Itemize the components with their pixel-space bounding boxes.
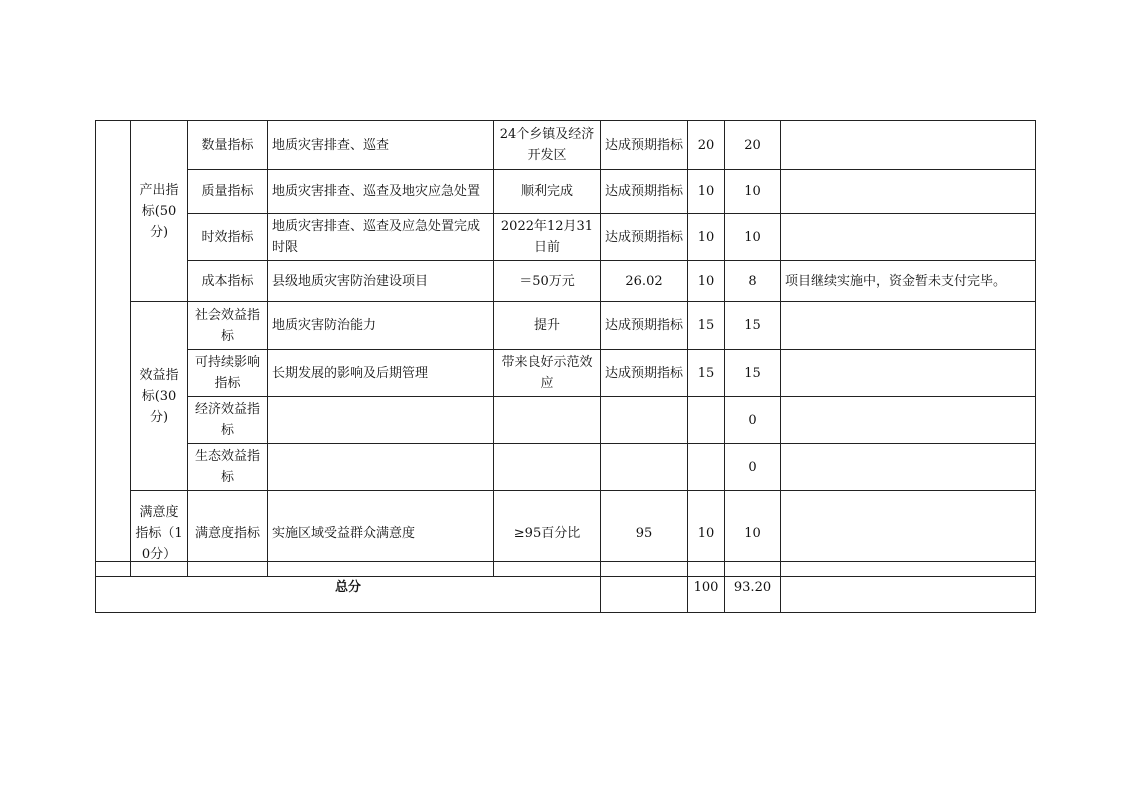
table-row [96, 444, 1036, 491]
note [781, 121, 1036, 170]
note [781, 397, 1036, 444]
total-note [781, 562, 1036, 613]
full-score [688, 397, 725, 444]
sub-indicator: 满意度指标 [188, 491, 268, 577]
group-output-label: 产出指标(50分) [131, 121, 188, 302]
score: 10 [725, 170, 781, 214]
sub-indicator: 可持续影响指标 [188, 350, 268, 397]
actual-value [601, 397, 688, 444]
sub-indicator: 时效指标 [188, 214, 268, 261]
score: 10 [725, 214, 781, 261]
total-full-score: 100 [688, 562, 725, 613]
target-value: 2022年12月31日前 [494, 214, 601, 261]
indicator-content: 实施区域受益群众满意度 [268, 491, 494, 577]
indicator-content: 地质灾害排查、巡查及地灾应急处置 [268, 170, 494, 214]
full-score: 15 [688, 302, 725, 350]
actual-value: 达成预期指标 [601, 214, 688, 261]
note [781, 444, 1036, 491]
indicator-content: 地质灾害排查、巡查 [268, 121, 494, 170]
indicator-content [268, 397, 494, 444]
actual-value: 达成预期指标 [601, 302, 688, 350]
score: 0 [725, 444, 781, 491]
actual-value: 达成预期指标 [601, 121, 688, 170]
score: 0 [725, 397, 781, 444]
note [781, 350, 1036, 397]
total-actual [601, 562, 688, 613]
actual-value: 达成预期指标 [601, 350, 688, 397]
full-score: 10 [688, 170, 725, 214]
actual-value [601, 444, 688, 491]
total-table [95, 561, 1036, 613]
note [781, 170, 1036, 214]
sub-indicator: 成本指标 [188, 261, 268, 302]
full-score: 10 [688, 214, 725, 261]
group-satisfaction-label: 满意度指标（10分） [131, 491, 188, 577]
note: 项目继续实施中，资金暂未支付完毕。 [781, 261, 1036, 302]
note [781, 302, 1036, 350]
indicator-content: 地质灾害防治能力 [268, 302, 494, 350]
sub-indicator: 经济效益指标 [188, 397, 268, 444]
target-value [494, 397, 601, 444]
performance-table [95, 120, 1036, 577]
score: 15 [725, 350, 781, 397]
target-value: ≥95百分比 [494, 491, 601, 577]
group-benefit-label: 效益指标(30分) [131, 302, 188, 491]
indicator-content: 地质灾害排查、巡查及应急处置完成时限 [268, 214, 494, 261]
target-value: 提升 [494, 302, 601, 350]
table-row [96, 214, 1036, 261]
full-score [688, 444, 725, 491]
target-value [494, 444, 601, 491]
total-row [96, 562, 1036, 613]
target-value: 24个乡镇及经济开发区 [494, 121, 601, 170]
sub-indicator: 社会效益指标 [188, 302, 268, 350]
blank-first-column [96, 121, 131, 577]
table-row [96, 350, 1036, 397]
indicator-content: 县级地质灾害防治建设项目 [268, 261, 494, 302]
sub-indicator: 数量指标 [188, 121, 268, 170]
full-score: 15 [688, 350, 725, 397]
actual-value: 26.02 [601, 261, 688, 302]
indicator-content: 长期发展的影响及后期管理 [268, 350, 494, 397]
sub-indicator: 质量指标 [188, 170, 268, 214]
indicator-content [268, 444, 494, 491]
actual-value: 95 [601, 491, 688, 577]
target-value: ＝50万元 [494, 261, 601, 302]
note [781, 214, 1036, 261]
target-value: 带来良好示范效应 [494, 350, 601, 397]
total-score: 93.20 [725, 562, 781, 613]
full-score: 10 [688, 491, 725, 577]
table-row [96, 121, 1036, 170]
score: 10 [725, 491, 781, 577]
target-value: 顺利完成 [494, 170, 601, 214]
table-row [96, 261, 1036, 302]
full-score: 10 [688, 261, 725, 302]
full-score: 20 [688, 121, 725, 170]
table-row [96, 302, 1036, 350]
score: 20 [725, 121, 781, 170]
table-row [96, 397, 1036, 444]
score: 15 [725, 302, 781, 350]
sub-indicator: 生态效益指标 [188, 444, 268, 491]
table-row [96, 170, 1036, 214]
actual-value: 达成预期指标 [601, 170, 688, 214]
total-label: 总分 [96, 562, 601, 613]
score: 8 [725, 261, 781, 302]
